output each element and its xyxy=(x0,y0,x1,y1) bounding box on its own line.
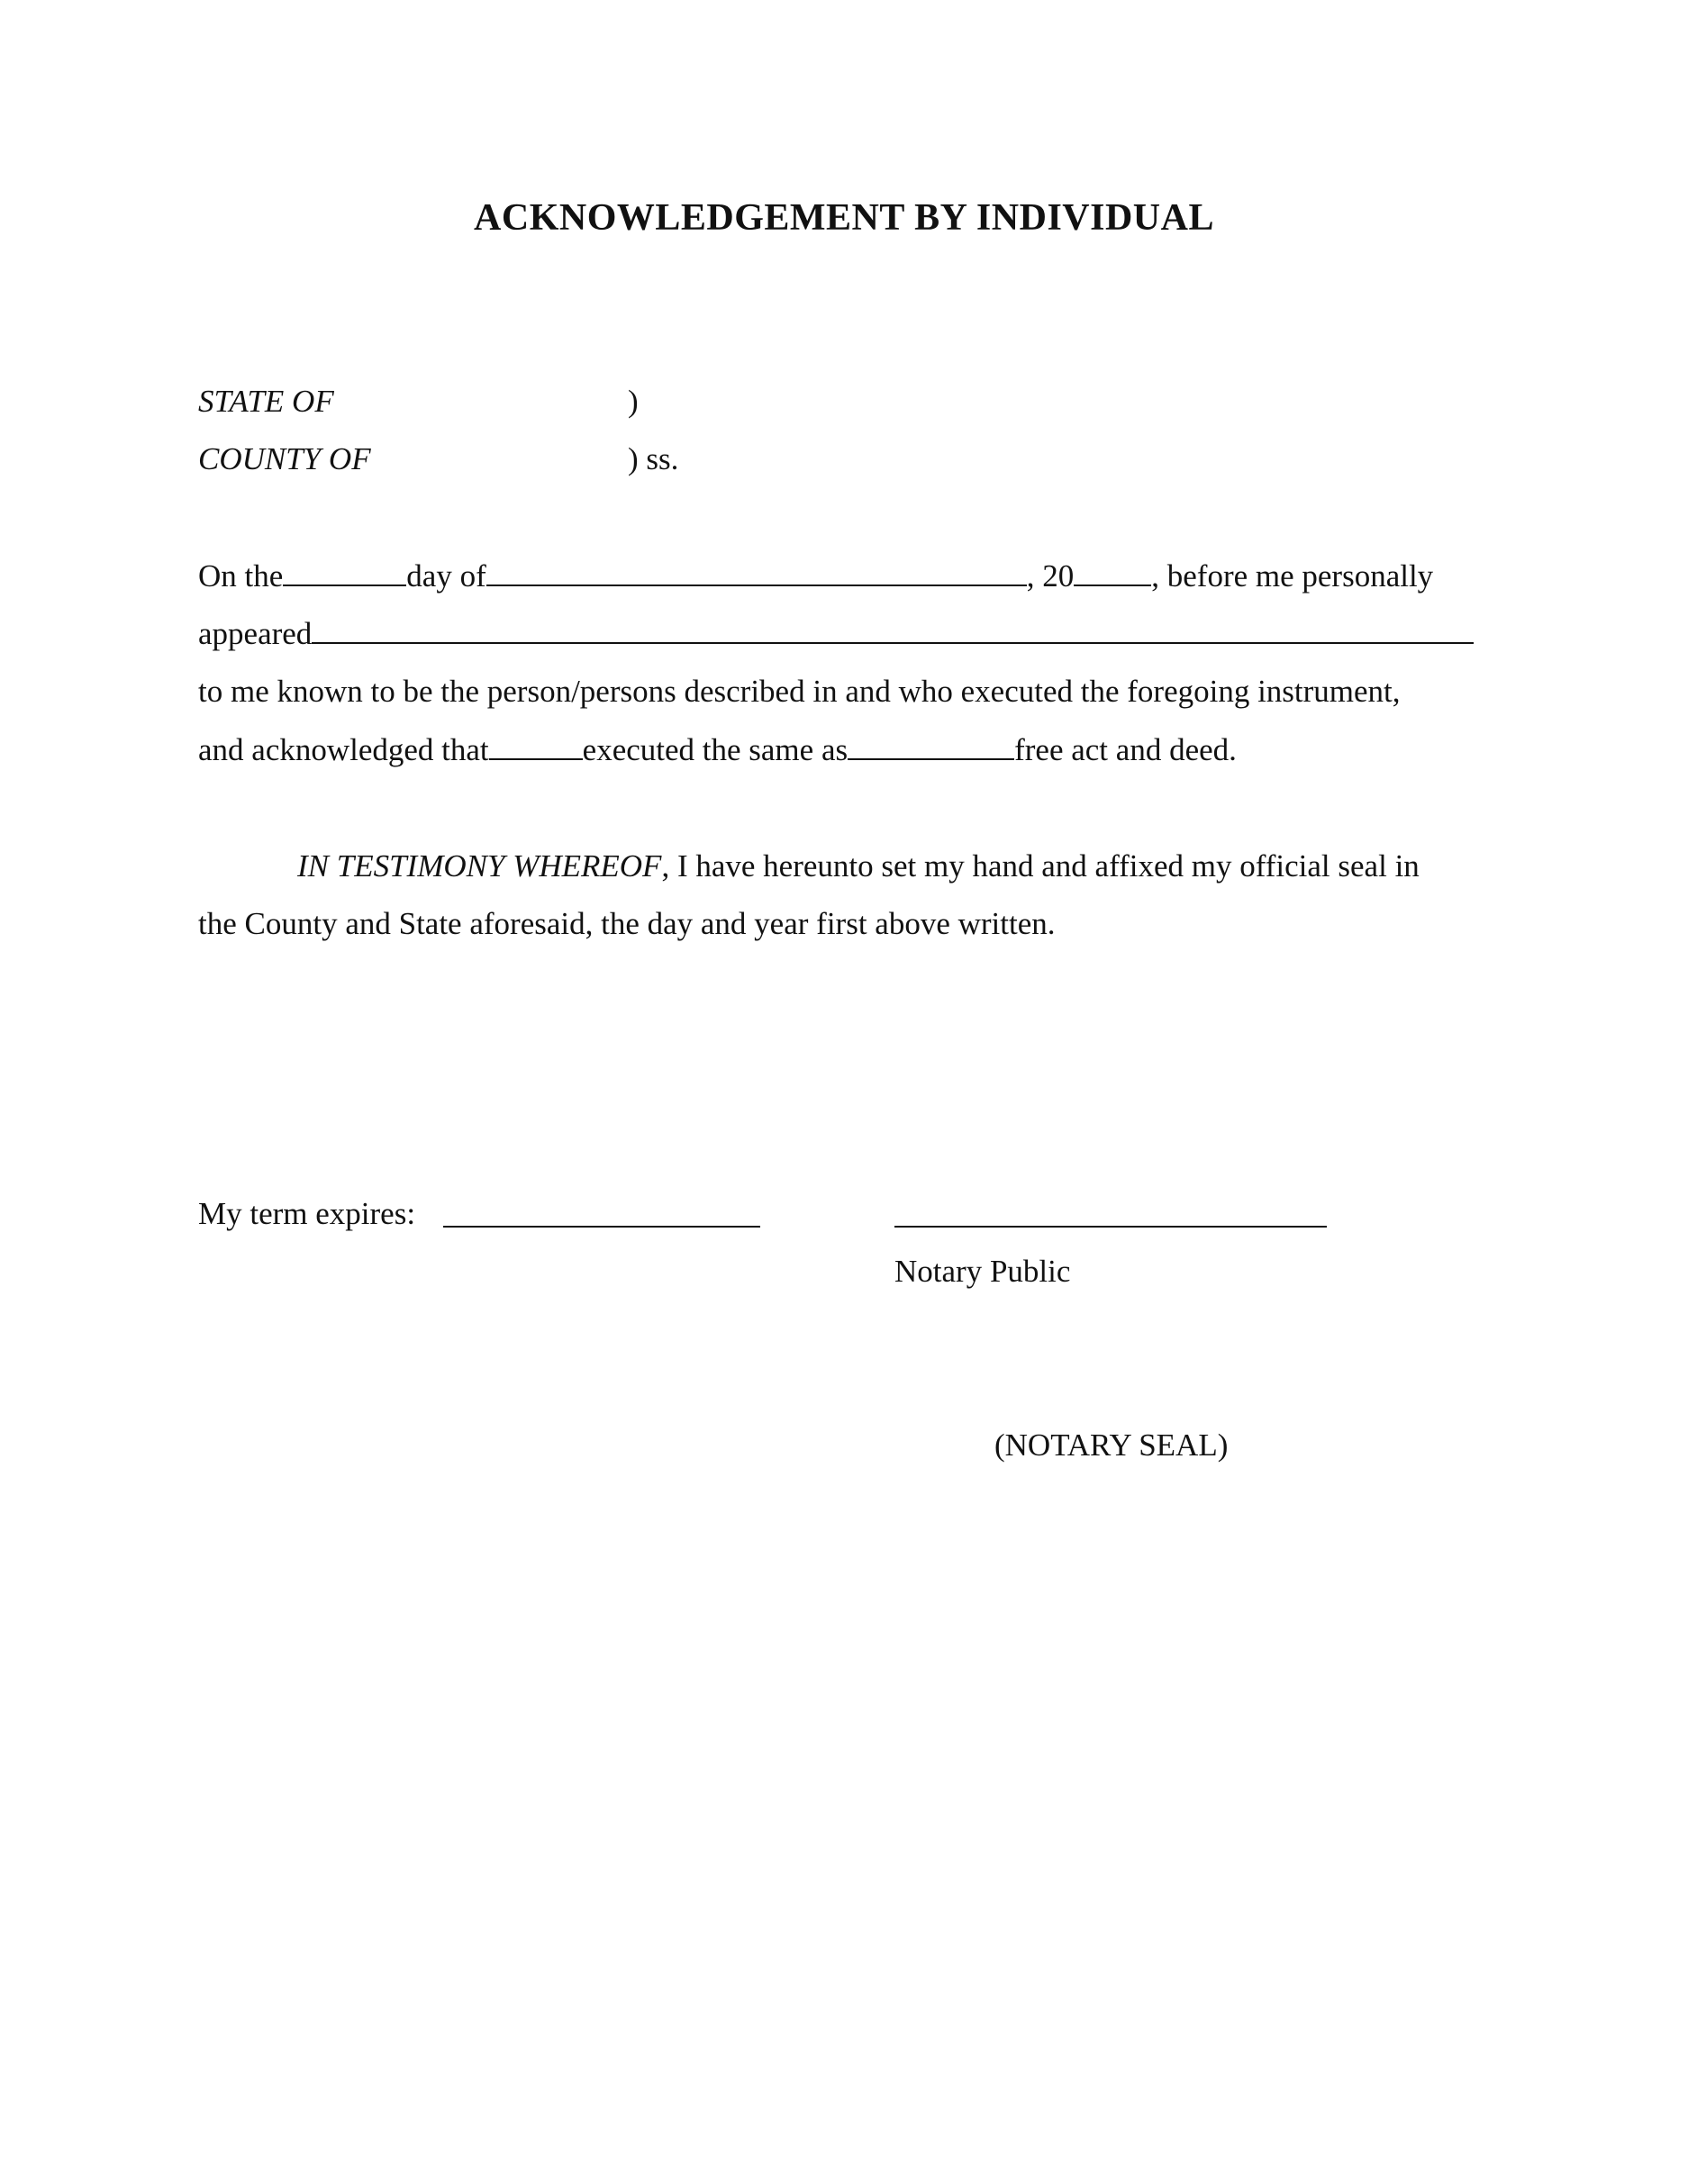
testimony-line-2: the County and State aforesaid, the day and year first above written. xyxy=(198,906,1056,941)
county-paren: ) ss. xyxy=(628,441,679,476)
testimony-line-1 xyxy=(297,850,1420,882)
notary-signature-line[interactable] xyxy=(894,1226,1327,1228)
month-blank[interactable] xyxy=(486,584,1027,586)
notary-public-label: Notary Public xyxy=(894,1254,1071,1289)
state-label: STATE OF xyxy=(198,384,334,419)
executed-same-text: executed the same as xyxy=(582,732,849,767)
possessive-blank[interactable] xyxy=(848,757,1014,760)
testimony-rest: , I have hereunto set my hand and affixed my official seal in xyxy=(661,848,1420,884)
day-blank[interactable] xyxy=(283,584,406,586)
term-expires-label: My term expires: xyxy=(198,1196,416,1231)
appeared-text: appeared xyxy=(198,616,313,651)
day-of-text: day of xyxy=(406,558,486,594)
body-line-2 xyxy=(198,618,1474,649)
year-blank[interactable] xyxy=(1074,584,1151,586)
notary-seal-label: (NOTARY SEAL) xyxy=(994,1427,1229,1463)
on-the-text: On the xyxy=(198,558,284,594)
body-line-4 xyxy=(198,734,1237,766)
acknowledged-text: and acknowledged that xyxy=(198,732,489,767)
body-line-1 xyxy=(198,560,1433,592)
pronoun-blank[interactable] xyxy=(489,757,583,760)
free-act-text: free act and deed. xyxy=(1014,732,1237,767)
document-title: ACKNOWLEDGEMENT BY INDIVIDUAL xyxy=(474,197,1214,239)
before-me-text: , before me personally xyxy=(1151,558,1434,594)
state-paren: ) xyxy=(628,384,639,419)
year-prefix-text: , 20 xyxy=(1026,558,1075,594)
body-line-3: to me known to be the person/persons described in and who executed the foregoing instrument, xyxy=(198,674,1401,709)
county-label: COUNTY OF xyxy=(198,441,371,476)
term-expires-line[interactable] xyxy=(443,1226,760,1228)
appeared-blank[interactable] xyxy=(312,641,1474,644)
testimony-lead: IN TESTIMONY WHEREOF xyxy=(297,848,662,884)
